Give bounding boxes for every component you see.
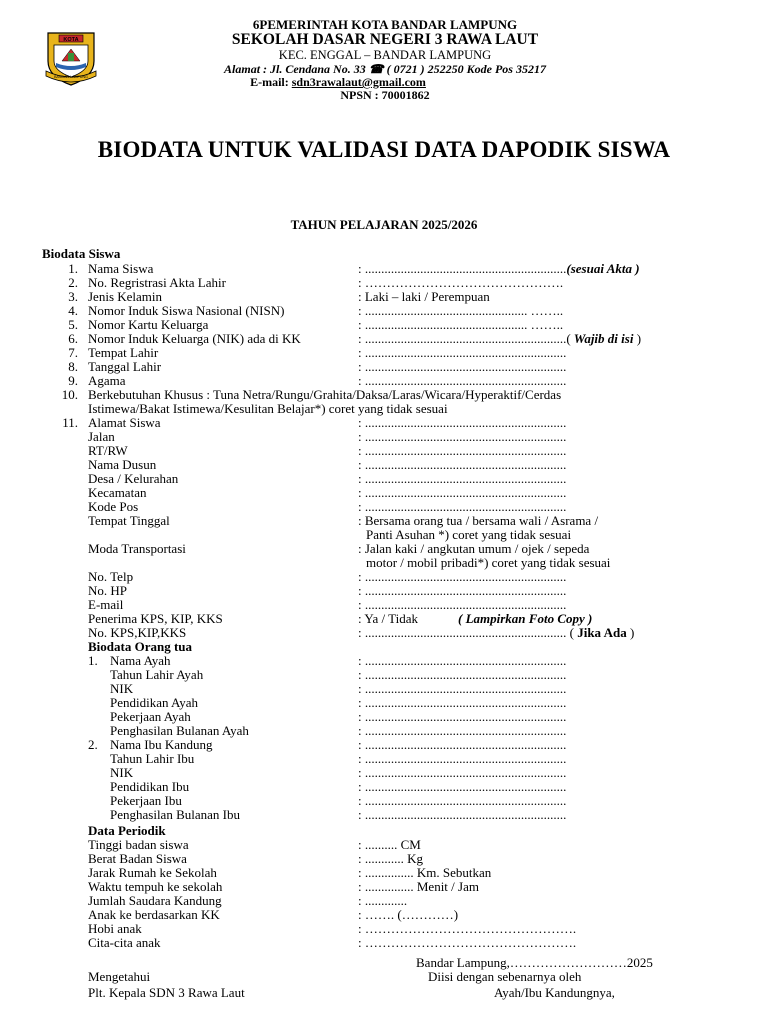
field-desa-kelurahan: Desa / Kelurahan : .............................................................. [88,471,567,486]
field-anak-ke: Anak ke berdasarkan KK : ……. (…………) [88,907,459,922]
field-tinggi-badan: Tinggi badan siswa : .......... CM [88,837,421,852]
field-no-telp: No. Telp : .............................................................. [88,569,567,584]
field-berkebutuhan-khusus-line2: Istimewa/Bakat Istimewa/Kesulitan Belajar*) coret yang tidak sesuai [88,401,448,416]
field-waktu-tempuh: Waktu tempuh ke sekolah : ............... Menit / Jam [88,879,479,894]
email-label: E-mail: [250,75,292,89]
field-pekerjaan-ayah: Pekerjaan Ayah : .............................................................. [110,709,567,724]
field-no-kps: No. KPS,KIP,KKS : .............................................................. ( Jika Ada ) [88,625,635,640]
field-email: E-mail : .............................................................. [88,597,567,612]
place-date: Bandar Lampung,………………………2025 [416,955,653,970]
field-pendidikan-ayah: Pendidikan Ayah : .............................................................. [110,695,567,710]
field-jumlah-saudara: Jumlah Saudara Kandung : ............. [88,893,408,908]
field-rt-rw: RT/RW : .............................................................. [88,443,567,458]
field-berkebutuhan-khusus: 10. Berkebutuhan Khusus : Tuna Netra/Rungu/Grahita/Daksa/Laras/Wicara/Hyperaktif/Cerdas [61,387,562,402]
field-tempat-lahir: 7. Tempat Lahir : .............................................................. [68,345,567,360]
mengetahui-label: Mengetahui [88,969,151,984]
field-nama-ayah: 1. Nama Ayah : .............................................................. [88,653,567,668]
document-title: BIODATA UNTUK VALIDASI DATA DAPODIK SISWA [97,137,671,162]
field-kecamatan: Kecamatan : .............................................................. [88,485,567,500]
field-berat-badan: Berat Badan Siswa : ............ Kg [88,851,423,866]
field-tahun-lahir-ayah: Tahun Lahir Ayah : .............................................................. [110,667,567,682]
field-nama-dusun: Nama Dusun : .............................................................. [88,457,567,472]
field-nik-ibu: NIK : .............................................................. [110,765,567,780]
section-biodata-siswa: Biodata Siswa [42,246,121,261]
field-nama-siswa: 1. Nama Siswa : ..............................................................(sesuai Akta ) [68,261,640,276]
city-emblem-logo [44,27,98,87]
field-jenis-kelamin: 3. Jenis Kelamin : Laki – laki / Perempuan [68,289,490,304]
field-tempat-tinggal: Tempat Tinggal : Bersama orang tua / bersama wali / Asrama / [88,513,599,528]
field-moda-transportasi-line2: motor / mobil pribadi*) coret yang tidak sesuai [366,555,611,570]
field-penghasilan-ayah: Penghasilan Bulanan Ayah : .............................................................. [110,723,567,738]
field-hobi: Hobi anak : …………………………………………. [88,921,577,936]
logo-top-text: KOTA [63,37,79,43]
letterhead-district: KEC. ENGGAL – BANDAR LAMPUNG [278,48,492,62]
letterhead-school-name: SEKOLAH DASAR NEGERI 3 RAWA LAUT [231,31,539,48]
letterhead-government: 6PEMERINTAH KOTA BANDAR LAMPUNG [252,17,518,32]
field-pekerjaan-ibu: Pekerjaan Ibu : .............................................................. [110,793,567,808]
field-agama: 9. Agama : .............................................................. [68,373,567,388]
field-nisn: 4. Nomor Induk Siswa Nasional (NISN) : .................................................. …….. [68,303,564,318]
section-data-periodik: Data Periodik [88,823,166,838]
academic-year: TAHUN PELAJARAN 2025/2026 [290,217,478,232]
letterhead-npsn: NPSN : 70001862 [340,88,430,102]
field-pendidikan-ibu: Pendidikan Ibu : .............................................................. [110,779,567,794]
field-penghasilan-ibu: Penghasilan Bulanan Ibu : .............................................................. [110,807,567,822]
parent-title: Ayah/Ibu Kandungnya, [494,985,615,1000]
field-tahun-lahir-ibu: Tahun Lahir Ibu : .............................................................. [110,751,567,766]
field-no-hp: No. HP : .............................................................. [88,583,567,598]
logo-bottom-text: BANDAR LAMPUNG [54,75,88,79]
field-nik-ayah: NIK : .............................................................. [110,681,567,696]
field-jarak-rumah: Jarak Rumah ke Sekolah : ............... Km. Sebutkan [88,865,492,880]
field-penerima-kps: Penerima KPS, KIP, KKS : Ya / Tidak ( Lampirkan Foto Copy ) [88,611,593,626]
field-tempat-tinggal-line2: Panti Asuhan *) coret yang tidak sesuai [366,527,572,542]
field-nik: 6. Nomor Induk Keluarga (NIK) ada di KK : ..............................................................( Wajib di isi ) [68,331,642,346]
field-jalan: Jalan : .............................................................. [88,429,567,444]
field-kartu-keluarga: 5. Nomor Kartu Keluarga : .................................................. …….. [68,317,564,332]
letterhead-address: Alamat : Jl. Cendana No. 33 ☎ ( 0721 ) 252250 Kode Pos 35217 [224,62,546,76]
filled-by-label: Diisi dengan sebenarnya oleh [428,969,582,984]
field-cita-cita: Cita-cita anak : …………………………………………. [88,935,577,950]
field-moda-transportasi: Moda Transportasi : Jalan kaki / angkutan umum / ojek / sepeda [88,541,590,556]
field-nama-ibu: 2. Nama Ibu Kandung : .............................................................. [88,737,567,752]
field-alamat-siswa: 11. Alamat Siswa : .............................................................. [62,415,567,430]
email-link[interactable]: sdn3rawalaut@gmail.com [291,75,426,89]
section-biodata-orang-tua: Biodata Orang tua [88,639,193,654]
headmaster-title: Plt. Kepala SDN 3 Rawa Laut [88,985,245,1000]
field-akta-lahir: 2. No. Regristrasi Akta Lahir : ………………………………………. [68,275,564,290]
field-tanggal-lahir: 8. Tanggal Lahir : .............................................................. [68,359,567,374]
field-kode-pos: Kode Pos : .............................................................. [88,499,567,514]
